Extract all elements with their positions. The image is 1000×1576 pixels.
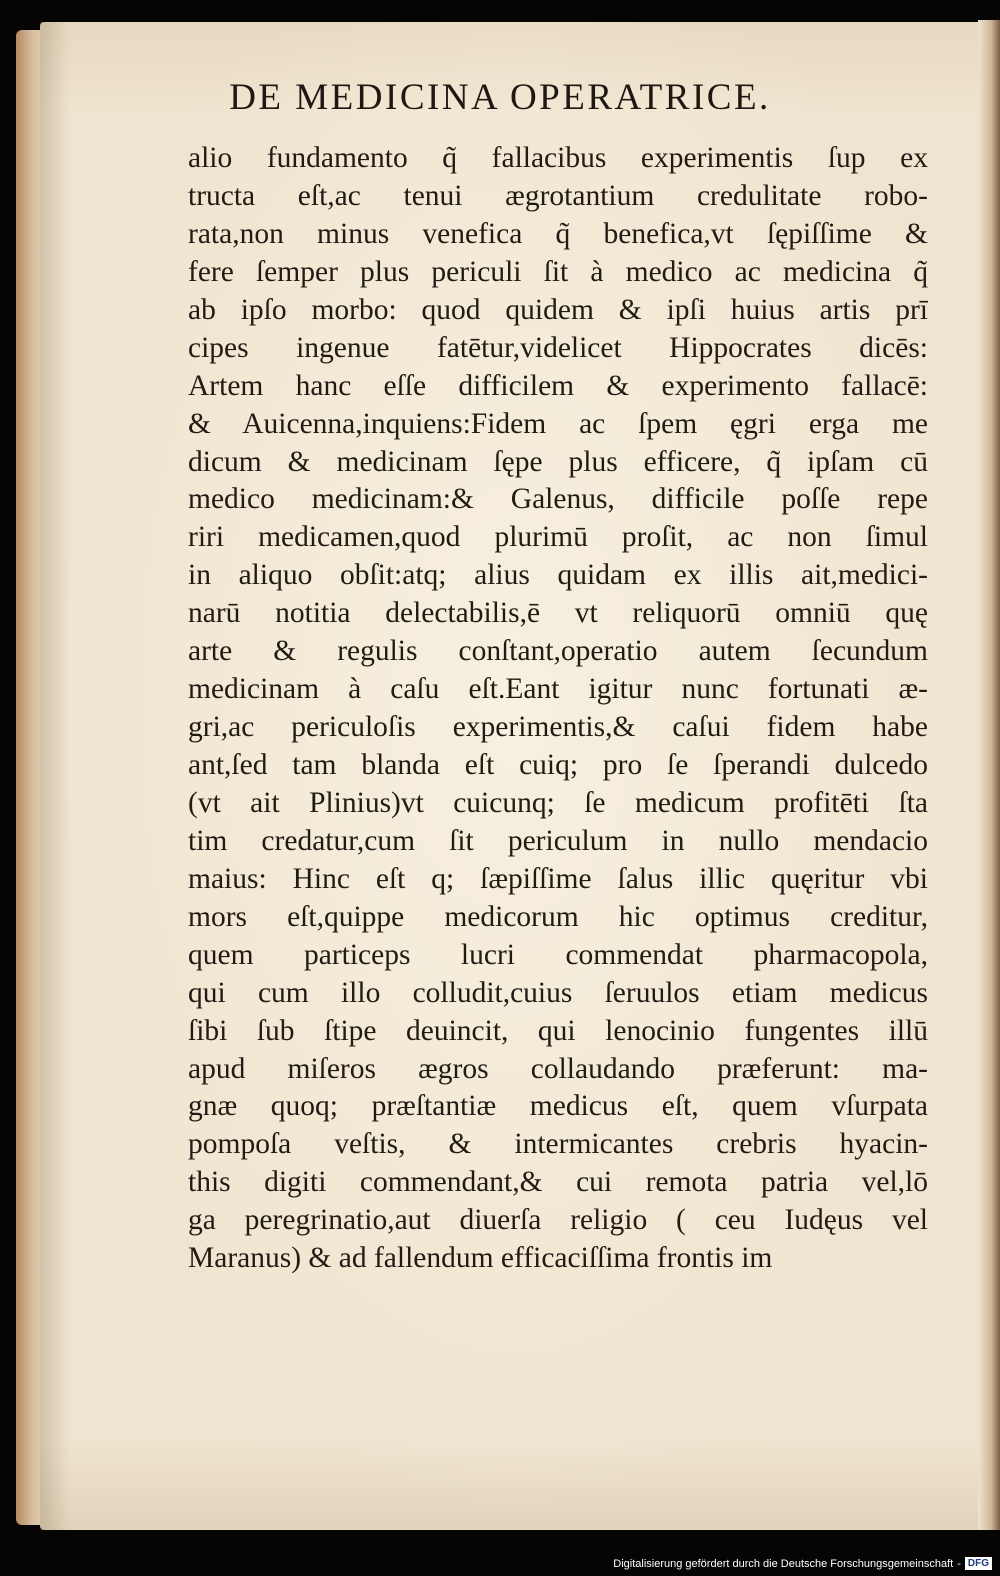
text-line: ſibi ſub ſtipe deuincit, qui lenocinio fungentes illū (188, 1014, 928, 1047)
text-line: gri,ac periculoſis experimentis,& caſui fidem habe (188, 711, 928, 744)
text-line: cipes ingenue fatētur,videlicet Hippocrates dicēs: (188, 331, 928, 364)
text-line: medico medicinam:& Galenus, difficile poſſe repe (188, 483, 928, 516)
text-line: & Auicenna,inquiens:Fidem ac ſpem ęgri erga me (188, 407, 928, 440)
text-line: apud miſeros ægros collaudando præferunt: ma- (188, 1052, 928, 1085)
text-line: mors eſt,quippe medicorum hic optimus creditur, (188, 900, 928, 933)
text-line: alio fundamento q̃ fallacibus experimentis ſup ex (188, 142, 928, 174)
text-line: gnæ quoq; præſtantiæ medicus eſt, quem vſurpata (188, 1090, 928, 1123)
text-line: arte & regulis conſtant,operatio autem ſecundum (188, 635, 928, 668)
text-line: narū notitia delectabilis,ē vt reliquorū omniū quę (188, 597, 928, 630)
text-line: riri medicamen,quod plurimū proſit, ac non ſimul (188, 521, 928, 554)
text-line: maius: Hinc eſt q; ſæpiſſime ſalus illic quęritur vbi (188, 862, 928, 895)
running-title: DE MEDICINA OPERATRICE. (229, 77, 771, 118)
text-line: qui cum illo colludit,cuius ſeruulos etiam medicus (188, 976, 928, 1009)
text-line: tructa eſt,ac tenui ægrotantium credulitate robo- (188, 179, 928, 212)
spine-shadow (40, 22, 70, 1530)
text-line: rata,non minus venefica q̃ benefica,vt ſępiſſime & (188, 217, 928, 250)
text-line: Artem hanc eſſe difficilem & experimento fallacē: (188, 369, 928, 402)
text-line: dicum & medicinam ſępe plus efficere, q̃ ipſam cū (188, 445, 928, 478)
text-line: ga peregrinatio,aut diuerſa religio ( ceu Iudęus vel (188, 1204, 928, 1237)
text-line: tim credatur,cum ſit periculum in nullo mendacio (188, 824, 928, 857)
text-line: this digiti commendant,& cui remota patria vel,lō (188, 1166, 928, 1199)
text-line: (vt ait Plinius)vt cuicunq; ſe medicum profitēti ſta (188, 786, 928, 819)
dfg-logo-icon: DFG (965, 1557, 992, 1570)
book-page-edge-right (978, 20, 1000, 1530)
digitization-footer (613, 1557, 992, 1570)
text-line: quem particeps lucri commendat pharmacopola, (188, 938, 928, 971)
text-line: Maranus) & ad fallendum efficaciſſima frontis im (188, 1242, 773, 1275)
text-line: fere ſemper plus periculi ſit à medico ac medicina q̃ (188, 255, 928, 288)
body-text (188, 140, 928, 1278)
text-line: medicinam à caſu eſt.Eant igitur nunc fortunati æ- (188, 673, 928, 706)
text-line: in aliquo obſit:atq; alius quidam ex illis ait,medici- (188, 559, 928, 592)
text-line: ant,ſed tam blanda eſt cuiq; pro ſe ſperandi dulcedo (188, 749, 928, 781)
text-line: pompoſa veſtis, & intermicantes crebris hyacin- (188, 1128, 928, 1161)
text-line: ab ipſo morbo: quod quidem & ipſi huius artis prī (188, 293, 928, 326)
footer-separator: - (957, 1557, 961, 1570)
funding-credit: Digitalisierung gefördert durch die Deutsche Forschungsgemeinschaft (613, 1557, 954, 1570)
